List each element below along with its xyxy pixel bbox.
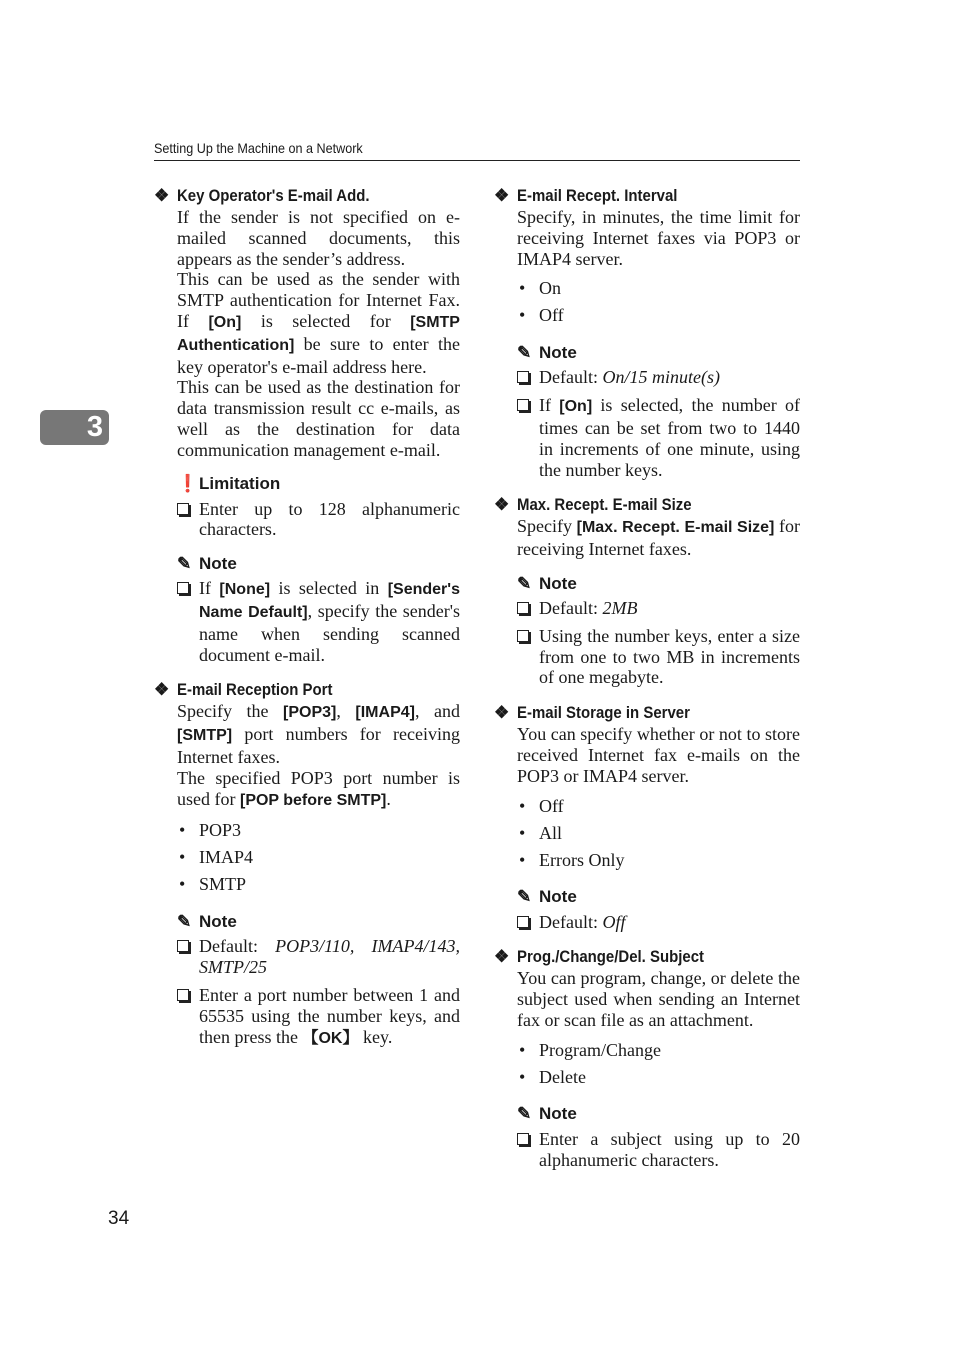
section-title: ❖ E-mail Recept. Interval xyxy=(494,186,678,205)
note-heading: ✎ Note xyxy=(517,887,577,907)
note-list xyxy=(177,936,460,1049)
page-number: 34 xyxy=(108,1208,130,1229)
bullet-list xyxy=(517,275,800,329)
paragraph: The specified POP3 port number is used for [POP before SMTP]. xyxy=(177,767,460,809)
checkbox-square-icon xyxy=(517,399,529,411)
bullet-list xyxy=(517,1037,800,1091)
diamond-bullet-icon: ❖ xyxy=(494,947,510,967)
section-recept-interval xyxy=(494,185,800,480)
section-title: ❖ Max. Recept. E-mail Size xyxy=(494,495,692,515)
checkbox-square-icon xyxy=(517,630,529,642)
paragraph: You can program, change, or delete the subject used when sending an Internet fax or scan file as an attachment. xyxy=(517,968,800,1030)
list-item: Default: On/15 minute(s) xyxy=(517,367,800,388)
list-item: • On xyxy=(519,278,561,299)
right-column xyxy=(494,185,800,1184)
note-heading: ✎ Note xyxy=(177,911,237,931)
note-heading: ✎ Note xyxy=(517,342,577,362)
checkbox-square-icon xyxy=(177,940,189,952)
list-item: • Off xyxy=(519,305,564,326)
paragraph: This can be used as the destination for data transmission result cc e-mails, as well as the destination for data communication management e-mail. xyxy=(177,377,460,460)
bullet-list xyxy=(517,793,800,874)
list-item: Default: POP3/110, IMAP4/143, SMTP/25 xyxy=(177,936,460,978)
chapter-number: 3 xyxy=(86,411,103,443)
checkbox-square-icon xyxy=(177,503,189,515)
list-item: • Program/Change xyxy=(519,1039,661,1060)
note-list xyxy=(177,578,460,665)
note-heading: ✎ Note xyxy=(517,1104,577,1124)
section-max-size xyxy=(494,494,800,688)
chapter-tab xyxy=(40,410,109,445)
checkbox-square-icon xyxy=(177,989,189,1001)
diamond-bullet-icon: ❖ xyxy=(494,703,510,723)
left-column xyxy=(154,185,460,1063)
list-item: • IMAP4 xyxy=(179,847,254,868)
paragraph: If the sender is not specified on e-mailed scanned documents, this appears as the sender’s address. xyxy=(177,207,460,269)
note-heading: ✎ Note xyxy=(517,573,577,593)
limitation-list xyxy=(177,499,460,541)
checkbox-square-icon xyxy=(517,916,529,928)
header-title: Setting Up the Machine on a Network xyxy=(154,140,363,156)
diamond-bullet-icon: ❖ xyxy=(154,680,170,700)
diamond-bullet-icon: ❖ xyxy=(494,495,510,515)
section-title: ❖ E-mail Reception Port xyxy=(154,680,333,700)
section-title: ❖ Prog./Change/Del. Subject xyxy=(494,947,705,967)
pencil-icon: ✎ xyxy=(177,911,192,931)
list-item: • POP3 xyxy=(179,820,242,841)
running-header xyxy=(154,138,800,161)
checkbox-square-icon xyxy=(517,1133,529,1145)
note-list xyxy=(517,598,800,688)
section-storage xyxy=(494,702,800,932)
pencil-icon: ✎ xyxy=(517,342,532,362)
note-heading: ✎ Note xyxy=(177,553,237,573)
checkbox-square-icon xyxy=(177,582,189,594)
section-title: ❖ E-mail Storage in Server xyxy=(494,703,690,723)
list-item: Enter up to 128 alphanumeric characters. xyxy=(177,499,460,541)
diamond-bullet-icon: ❖ xyxy=(154,186,170,205)
list-item: Enter a subject using up to 20 alphanumeric characters. xyxy=(517,1129,800,1171)
section-key-operator xyxy=(154,185,460,665)
paragraph: You can specify whether or not to store received Internet fax e-mails on the POP3 or IMAP4 server. xyxy=(517,724,800,786)
note-list xyxy=(517,912,800,933)
note-list xyxy=(517,1129,800,1171)
pencil-icon: ✎ xyxy=(177,553,192,573)
list-item: • Off xyxy=(519,795,564,816)
note-list xyxy=(517,367,800,480)
list-item: If [On] is selected, the number of times can be set from two to 1440 in increments of one minute, using the number keys. xyxy=(517,395,800,480)
section-reception-port xyxy=(154,679,460,1049)
list-item: • SMTP xyxy=(179,874,247,895)
paragraph: Specify, in minutes, the time limit for receiving Internet faxes via POP3 or IMAP4 server. xyxy=(517,207,800,269)
list-item: Enter a port number between 1 and 65535 using the number keys, and then press the 【OK】 key. xyxy=(177,985,460,1049)
list-item: Using the number keys, enter a size from one to two MB in increments of one megabyte. xyxy=(517,626,800,688)
list-item: Default: 2MB xyxy=(517,598,800,619)
list-item: • All xyxy=(519,822,563,843)
checkbox-square-icon xyxy=(517,602,529,614)
list-item: If [None] is selected in [Sender's Name Default], specify the sender's name when sending scanned document e-mail. xyxy=(177,578,460,665)
list-item: Default: Off xyxy=(517,912,800,933)
pencil-icon: ✎ xyxy=(517,887,532,907)
limitation-heading: ❗ Limitation xyxy=(177,474,281,494)
pencil-icon: ✎ xyxy=(517,573,532,593)
paragraph: This can be used as the sender with SMTP authentication for Internet Fax. If [On] is selected for [SMTP Authentication] be sure to enter the key operator's e-mail address here. xyxy=(177,269,460,377)
section-subject xyxy=(494,946,800,1170)
paragraph: Specify the [POP3], [IMAP4], and [SMTP] port numbers for receiving Internet faxes. xyxy=(177,701,460,767)
checkbox-square-icon xyxy=(517,371,529,383)
pencil-icon: ✎ xyxy=(517,1104,532,1124)
list-item: • Errors Only xyxy=(519,849,625,870)
section-title: ❖ Key Operator's E-mail Add. xyxy=(154,186,370,205)
list-item: • Delete xyxy=(519,1066,586,1087)
exclamation-icon: ❗ xyxy=(177,474,199,494)
paragraph: Specify [Max. Recept. E-mail Size] for receiving Internet faxes. xyxy=(517,516,800,560)
diamond-bullet-icon: ❖ xyxy=(494,186,510,205)
bullet-list xyxy=(177,817,460,898)
